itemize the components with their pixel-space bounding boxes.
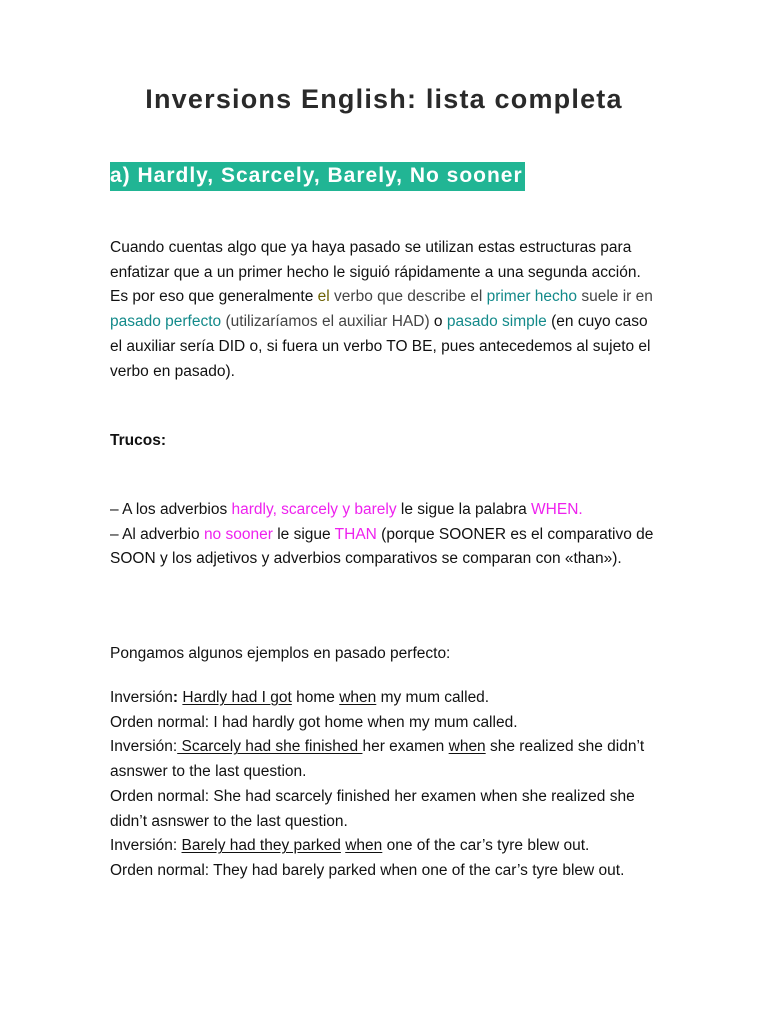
intro-pasado-simple: pasado simple [442,313,547,331]
intro-paragraph [110,236,655,384]
section-heading: a) Hardly, Scarcely, Barely, No sooner [110,162,525,191]
inversion-colon-1: : [172,689,179,706]
truco2-text-a: – Al adverbio [110,525,204,543]
ex1-end: my mum called. [376,689,490,706]
truco-item-1 [110,498,655,523]
example-2-inversion [110,735,658,784]
truco2-text-c: (porque SOONER es el comparativo de SOON y los adjetivos y adverbios comparativos se comparan con «than»). [110,525,654,568]
inversion-label-1: Inversión [110,689,173,706]
truco-item-2 [110,523,655,572]
truco1-text-a: – A los adverbios [110,501,232,518]
page-title: Inversions English: lista completa [145,84,623,114]
trucos-heading: Trucos: [110,432,166,449]
intro-el: el [317,288,330,306]
ex3-end: one of the car’s tyre blew out. [382,837,590,855]
example-1-normal: Orden normal: I had hardly got home when my mum called. [110,713,518,731]
inversion-label-2: Inversión: [110,738,178,756]
intro-pasado-perfecto: pasado perfecto [110,313,222,331]
truco1-adverbs: hardly, scarcely y barely [231,501,397,518]
intro-verbo: verbo que describe el [329,288,487,306]
ex2-underlined: Scarcely had she finished [177,738,363,756]
ex3-underlined: Barely had they parked [181,837,341,855]
ex3-when: when [345,837,383,855]
trucos-list [110,498,655,572]
examples-intro: Pongamos algunos ejemplos en pasado perfecto: [110,645,451,662]
ex2-when: when [448,738,486,756]
examples-block [110,686,658,884]
ex1-mid: home [291,689,340,706]
intro-o: o [433,313,443,331]
intro-text: Cuando cuentas algo que ya haya pasado se utilizan estas estructuras para enfatizar que a un primer hecho le siguió rápidamente a una segunda acción. Es por eso que generalmente [110,239,641,306]
intro-rest: (en cuyo caso el auxiliar sería DID o, si fuera un verbo TO BE, pues antecedemos al sujeto el verbo en pasado). [110,313,651,380]
truco2-than: THAN [334,525,377,543]
intro-utilizariamos: (utilizaríamos el auxiliar HAD) [221,313,434,331]
trucos-label [110,429,655,454]
truco2-text-b: le sigue [272,525,335,543]
truco1-when: WHEN. [531,501,583,518]
truco1-text-b: le sigue la palabra [396,501,532,518]
truco2-no-sooner: no sooner [203,525,273,543]
example-3-inversion [110,834,658,859]
example-1-inversion [110,686,658,711]
inversion-label-3: Inversión: [110,837,182,855]
example-2-normal: Orden normal: She had scarcely finished her examen when she realized she didn’t asnswer to the last question. [110,787,635,830]
ex2-end: she realized she didn’t asnswer to the last question. [110,738,645,781]
intro-primer-hecho: primer hecho [486,288,578,306]
example-3-normal: Orden normal: They had barely parked when one of the car’s tyre blew out. [110,861,625,879]
ex1-underlined: Hardly had I got [182,689,292,706]
ex1-when: when [339,689,377,706]
ex2-mid: her examen [362,738,449,756]
intro-suele: suele ir en [577,288,653,306]
